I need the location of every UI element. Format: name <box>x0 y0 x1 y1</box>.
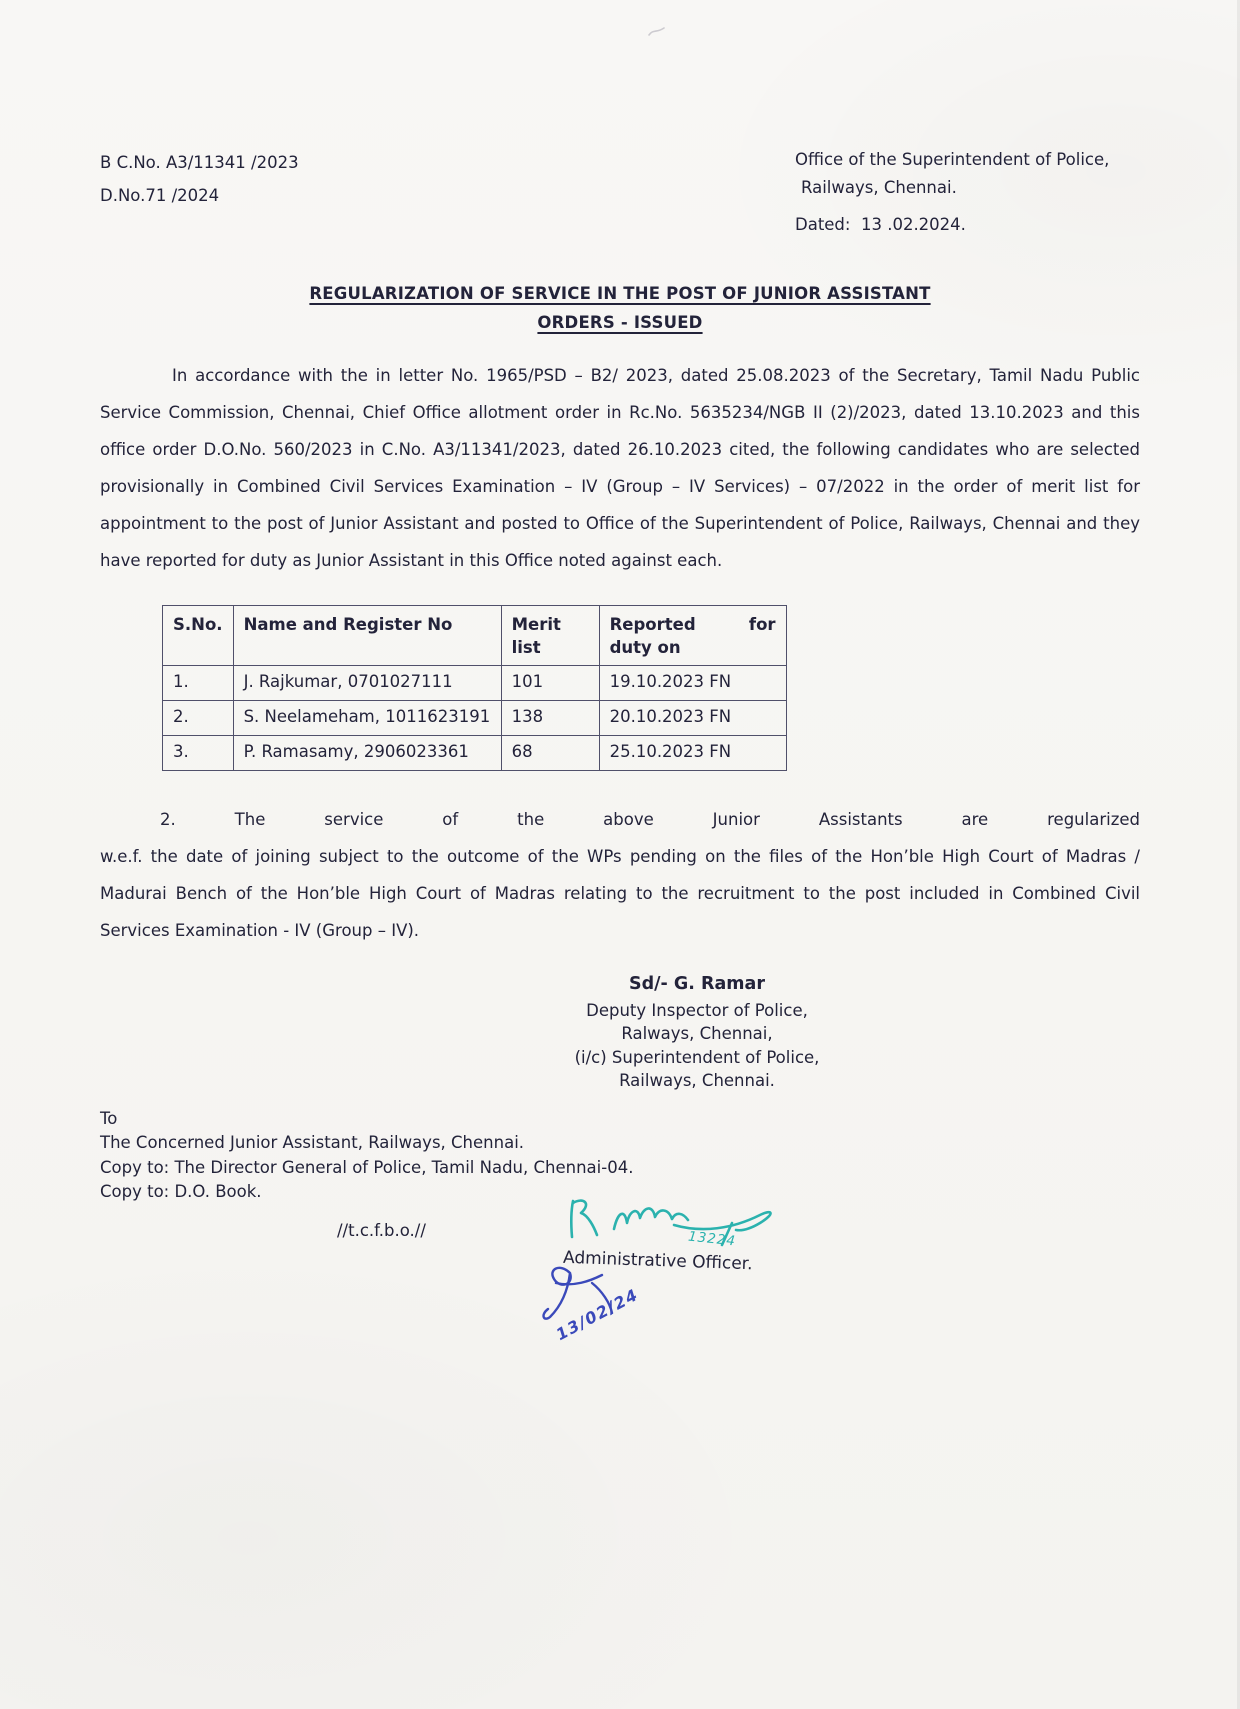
cell-sno: 2. <box>163 701 234 736</box>
cell-merit: 68 <box>501 736 599 771</box>
tcfbo-notation: //t.c.f.b.o.// <box>337 1220 426 1240</box>
attestation-area <box>100 1209 1140 1459</box>
cell-sno: 3. <box>163 736 234 771</box>
table-row <box>163 666 787 701</box>
handwritten-signature-teal <box>562 1193 792 1257</box>
paragraph-1: In accordance with the in letter No. 1965/PSD – B2/ 2023, dated 25.08.2023 of the Secretary, Tamil Nadu Public Service Commission, Chennai, Chief Office allotment order in Rc.No. 5635234/NGB II (2)/2023, dated 13.10.2023 and this office order D.O.No. 560/2023 in C.No. A3/11341/2023, dated 26.10.2023 cited, the following candidates who are selected provisionally in Combined Civil Services Examination – IV (Group – IV Services) – 07/2022 in the order of merit list for appointment to the post of Junior Assistant and posted to Office of the Superintendent of Police, Railways, Chennai and they have reported for duty as Junior Assistant in this Office noted against each. <box>100 366 1140 570</box>
title-line-2: ORDERS - ISSUED <box>537 313 703 332</box>
table-row <box>163 736 787 771</box>
cell-merit: 138 <box>501 701 599 736</box>
addressee-block <box>100 1107 1140 1205</box>
header-reported-duty: Reported for duty on <box>599 606 786 666</box>
ref-line-2: D.No.71 /2024 <box>100 186 220 205</box>
cell-reported: 19.10.2023 FN <box>599 666 786 701</box>
to-label: To <box>100 1108 118 1128</box>
sd-name-line: Sd/- G. Ramar <box>629 974 765 994</box>
candidates-table <box>162 605 787 771</box>
cell-name: P. Ramasamy, 2906023361 <box>233 736 501 771</box>
header-sno: S.No. <box>163 606 234 666</box>
office-line-1: Office of the Superintendent of Police, <box>795 150 1110 169</box>
cell-sno: 1. <box>163 666 234 701</box>
designation-line-2: Ralways, Chennai, <box>621 1024 773 1043</box>
designation-line-1: Deputy Inspector of Police, <box>586 1000 808 1020</box>
designation-line-3: (i/c) Superintendent of Police, <box>574 1047 820 1067</box>
cell-reported: 25.10.2023 FN <box>599 736 786 771</box>
reference-numbers <box>100 146 299 212</box>
administrative-officer-label: Administrative Officer. <box>562 1247 753 1274</box>
cell-merit: 101 <box>501 666 599 701</box>
handwritten-date-blue: 13/02/24 <box>552 1284 642 1344</box>
document-header <box>100 146 1140 239</box>
copy-to-line-2: Copy to: D.O. Book. <box>100 1182 262 1201</box>
copy-to-line-1: Copy to: The Director General of Police, Tamil Nadu, Chennai-04. <box>100 1157 634 1177</box>
ref-line-1: B C.No. A3/11341 /2023 <box>100 153 299 172</box>
office-line-2: Railways, Chennai. <box>801 178 957 197</box>
signing-authority-block <box>512 973 882 1093</box>
addressee-line: The Concerned Junior Assistant, Railways, Chennai. <box>100 1133 525 1152</box>
cell-name: S. Neelameham, 1011623191 <box>233 701 501 736</box>
handwritten-date-teal: 13224 <box>687 1228 737 1249</box>
table-row <box>163 701 787 736</box>
office-address <box>795 146 1140 239</box>
paragraph-2-line-1: 2. The service of the above Junior Assistants are regularized <box>160 810 1140 829</box>
table-header-row <box>163 606 787 666</box>
designation-line-4: Railways, Chennai. <box>619 1071 775 1090</box>
document-title <box>100 279 1140 337</box>
dated-line: Dated: 13 .02.2024. <box>795 215 966 234</box>
paragraph-2-rest: w.e.f. the date of joining subject to the outcome of the WPs pending on the files of the Hon’ble High Court of Madras / Madurai Bench of the Hon’ble High Court of Madras relating to the recruitment to the post included in Combined Civil Services Examination - IV (Group – IV). <box>100 847 1140 940</box>
cell-name: J. Rajkumar, 0701027111 <box>233 666 501 701</box>
title-line-1: REGULARIZATION OF SERVICE IN THE POST OF JUNIOR ASSISTANT <box>309 284 931 303</box>
header-merit-list: Merit list <box>501 606 599 666</box>
header-name-register: Name and Register No <box>233 606 501 666</box>
cell-reported: 20.10.2023 FN <box>599 701 786 736</box>
stray-pen-mark <box>648 26 666 38</box>
